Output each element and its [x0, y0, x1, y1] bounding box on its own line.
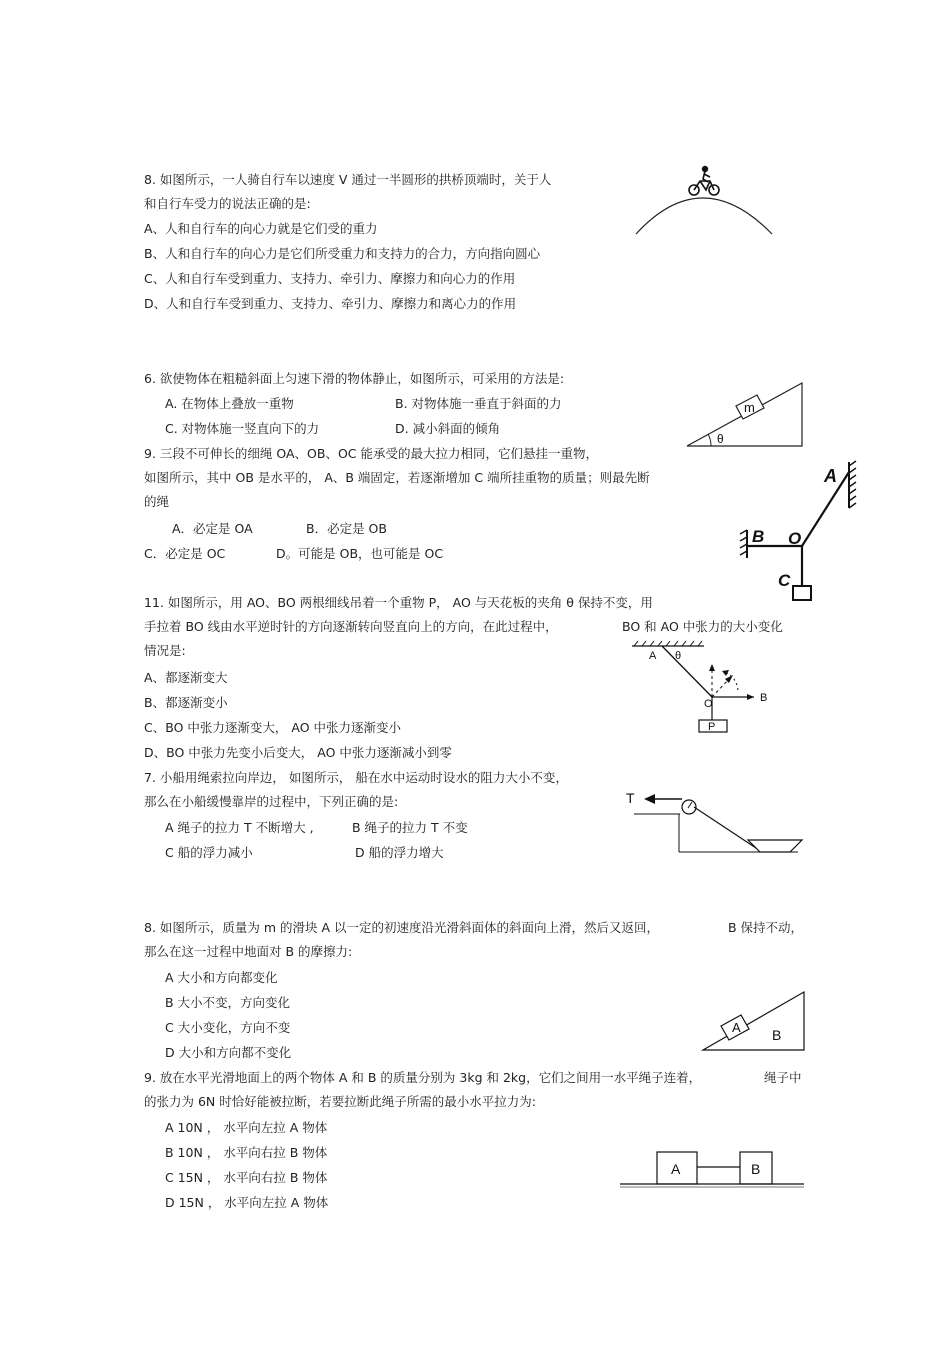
q8a-option-d: D、人和自行车受到重力、支持力、牵引力、摩擦力和离心力的作用 — [144, 296, 517, 311]
q11-stem-line3: 情况是: — [144, 643, 186, 658]
q9b-stem-line1: 9. 放在水平光滑地面上的两个物体 A 和 B 的质量分别为 3kg 和 2kg，它们之间用一水平绳子连着， — [144, 1070, 702, 1085]
label-a: A — [649, 650, 657, 662]
boat — [748, 840, 802, 852]
q11-stem-line2: 手拉着 BO 线由水平逆时针的方向逐渐转向竖直向上的方向，在此过程中， — [144, 619, 558, 634]
label-a: A — [732, 1020, 741, 1035]
q7-option-d: D 船的浮力增大 — [355, 845, 444, 860]
wedge-b — [703, 992, 804, 1050]
arch-bridge — [636, 198, 772, 234]
q11-strings-figure — [626, 640, 774, 738]
q8b-option-d: D 大小和方向都不变化 — [165, 1045, 292, 1060]
q11-option-b: B、都逐渐变小 — [144, 695, 228, 710]
label-c: C — [778, 571, 791, 590]
q9a-stem-line1: 9. 三段不可伸长的细绳 OA、OB、OC 能承受的最大拉力相同，它们悬挂一重物， — [144, 446, 598, 461]
q9a-option-b: B．必定是 OB — [306, 521, 387, 536]
q9b-option-b: B 10N ， 水平向右拉 B 物体 — [165, 1145, 328, 1160]
q7-option-c: C 船的浮力减小 — [165, 845, 253, 860]
q11-stem-line2-end: BO 和 AO 中张力的大小变化 — [622, 619, 783, 634]
q8a-stem-line1: 8. 如图所示，一人骑自行车以速度 V 通过一半圆形的拱桥顶端时，关于人 — [144, 172, 552, 187]
label-a: A — [671, 1161, 681, 1177]
q7-stem-line1: 7. 小船用绳索拉向岸边， 如图所示， 船在水中运动时设水的阻力大小不变， — [144, 770, 568, 785]
q8b-stem-line1-end: B 保持不动， — [728, 920, 804, 935]
q9a-stem-line2: 如图所示，其中 OB 是水平的， A、B 端固定，若逐渐增加 C 端所挂重物的质量；则最先断 — [144, 470, 650, 485]
rope-to-boat — [694, 807, 762, 852]
q9b-option-d: D 15N ， 水平向左拉 A 物体 — [165, 1195, 329, 1210]
q7-stem-line2: 那么在小船缓慢靠岸的过程中，下列正确的是: — [144, 794, 399, 809]
label-theta: θ — [675, 650, 682, 662]
wedge-figure — [700, 988, 810, 1054]
q7-option-a: A 绳子的拉力 T 不断增大 , — [165, 820, 314, 835]
q9a-option-c: C．必定是 OC — [144, 546, 226, 561]
label-m: m — [744, 400, 755, 415]
boat-rope-figure — [622, 786, 808, 856]
label-t: T — [626, 790, 635, 806]
q8a-option-b: B、人和自行车的向心力是它们所受重力和支持力的合力，方向指向圆心 — [144, 246, 541, 261]
label-theta: θ — [717, 432, 724, 446]
label-b: B — [751, 1161, 761, 1177]
q8b-option-c: C 大小变化，方向不变 — [165, 1020, 291, 1035]
q9a-option-d: D。可能是 OB，也可能是 OC — [276, 546, 444, 561]
q6-option-a: A. 在物体上叠放一重物 — [165, 396, 294, 411]
tension-arrow — [644, 794, 655, 804]
label-p: P — [708, 721, 716, 733]
q7-option-b: B 绳子的拉力 T 不变 — [352, 820, 468, 835]
string-ao — [662, 646, 712, 697]
q8b-option-a: A 大小和方向都变化 — [165, 970, 278, 985]
q8a-option-a: A、人和自行车的向心力就是它们受的重力 — [144, 221, 378, 236]
q6-stem: 6. 欲使物体在粗糙斜面上匀速下滑的物体静止，如图所示，可采用的方法是: — [144, 371, 565, 386]
q8b-stem-line1: 8. 如图所示，质量为 m 的滑块 A 以一定的初速度沿光滑斜面体的斜面向上滑，然后又返回， — [144, 920, 660, 935]
bridge-bicycle-figure — [628, 160, 788, 242]
q8a-stem-line2: 和自行车受力的说法正确的是: — [144, 196, 311, 211]
label-o: O — [788, 529, 802, 548]
three-ropes-figure — [734, 458, 864, 606]
label-b: B — [752, 527, 765, 546]
q6-incline-figure — [684, 378, 806, 450]
q11-option-a: A、都逐渐变大 — [144, 670, 228, 685]
q9b-option-a: A 10N ， 水平向左拉 A 物体 — [165, 1120, 328, 1135]
q6-option-d: D. 减小斜面的倾角 — [395, 421, 501, 436]
q8b-stem-line2: 那么在这一过程中地面对 B 的摩擦力: — [144, 944, 353, 959]
label-b: B — [772, 1027, 782, 1043]
q9a-stem-line3: 的绳 — [144, 494, 170, 509]
q8a-option-c: C、人和自行车受到重力、支持力、牵引力、摩擦力和向心力的作用 — [144, 271, 516, 286]
q9b-stem-line1-end: 绳子中 — [764, 1070, 802, 1085]
two-blocks-figure — [616, 1146, 808, 1190]
q11-option-d: D、BO 中张力先变小后变大， AO 中张力逐渐减小到零 — [144, 745, 452, 760]
q11-stem-line1: 11. 如图所示，用 AO、BO 两根细线吊着一个重物 P， AO 与天花板的夹角 θ 保持不变，用 — [144, 595, 653, 610]
hanging-weight — [793, 586, 811, 600]
q9b-stem-line2: 的张力为 6N 时恰好能被拉断，若要拉断此绳子所需的最小水平拉力为: — [144, 1094, 536, 1109]
q11-option-c: C、BO 中张力逐渐变大， AO 中张力逐渐变小 — [144, 720, 402, 735]
bicycle-icon — [689, 167, 719, 195]
q8b-option-b: B 大小不变，方向变化 — [165, 995, 291, 1010]
q9b-option-c: C 15N ， 水平向右拉 B 物体 — [165, 1170, 328, 1185]
q6-option-b: B. 对物体施一垂直于斜面的力 — [395, 396, 562, 411]
q6-option-c: C. 对物体施一竖直向下的力 — [165, 421, 320, 436]
label-a: A — [824, 466, 837, 486]
q9a-option-a: A．必定是 OA — [172, 521, 253, 536]
label-o: O — [704, 698, 713, 710]
label-b: B — [760, 692, 768, 704]
